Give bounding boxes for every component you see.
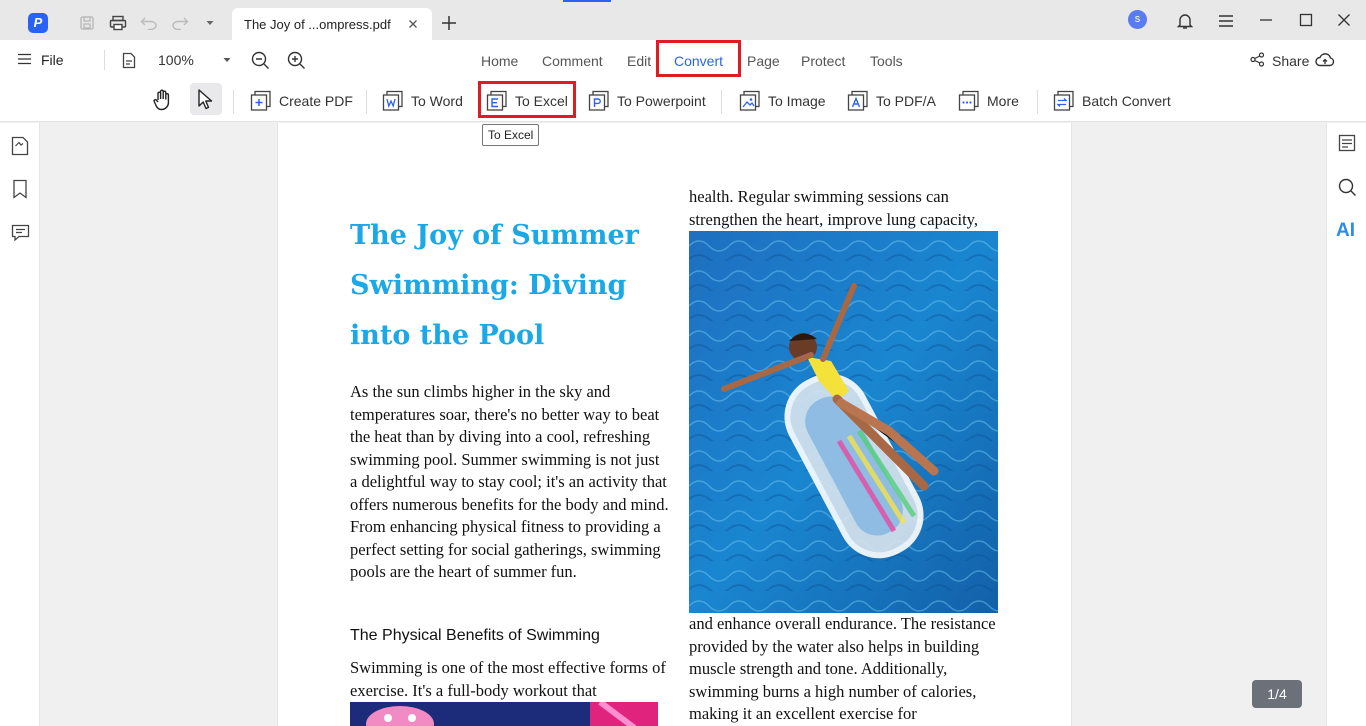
to-excel-highlight bbox=[478, 81, 576, 118]
section-heading: The Physical Benefits of Swimming bbox=[350, 627, 600, 644]
create-pdf-icon bbox=[250, 90, 272, 112]
to-image-button[interactable] bbox=[739, 87, 826, 115]
notification-bell-icon[interactable] bbox=[1174, 10, 1196, 32]
to-pdfa-button[interactable] bbox=[847, 87, 936, 115]
divider bbox=[1037, 90, 1038, 114]
to-pdfa-label: To PDF/A bbox=[876, 93, 936, 109]
zoom-out-icon[interactable] bbox=[249, 49, 271, 71]
tab-comment[interactable]: Comment bbox=[542, 53, 603, 69]
hamburger-menu-icon[interactable] bbox=[1215, 10, 1237, 32]
document-title: The Joy of Summer Swimming: Diving into the Pool bbox=[350, 220, 639, 351]
to-powerpoint-button[interactable] bbox=[588, 87, 706, 115]
more-label: More bbox=[987, 93, 1019, 109]
bookmark-panel-icon[interactable] bbox=[9, 178, 31, 200]
undo-icon[interactable] bbox=[138, 12, 160, 34]
tab-page[interactable]: Page bbox=[747, 53, 780, 69]
batch-convert-label: Batch Convert bbox=[1082, 93, 1171, 109]
properties-panel-icon[interactable] bbox=[1336, 132, 1358, 154]
convert-toolbar bbox=[0, 80, 1366, 122]
more-formats-icon bbox=[958, 90, 980, 112]
word-file-icon bbox=[382, 90, 404, 112]
tab-edit[interactable]: Edit bbox=[627, 53, 652, 69]
zoom-dropdown-icon[interactable] bbox=[216, 49, 238, 71]
batch-convert-button[interactable] bbox=[1053, 87, 1171, 115]
divider bbox=[104, 50, 105, 70]
to-excel-tooltip: To Excel bbox=[482, 124, 539, 146]
to-excel-label: To Excel bbox=[515, 93, 568, 109]
ai-assistant-icon[interactable]: AI bbox=[1336, 220, 1355, 241]
zoom-in-icon[interactable] bbox=[285, 49, 307, 71]
maximize-window-icon[interactable] bbox=[1295, 9, 1317, 31]
to-image-label: To Image bbox=[768, 93, 826, 109]
to-word-label: To Word bbox=[411, 93, 463, 109]
image-file-icon bbox=[739, 90, 761, 112]
window-accent-line bbox=[563, 0, 611, 2]
tab-tools[interactable]: Tools bbox=[870, 53, 903, 69]
share-label: Share bbox=[1272, 53, 1310, 69]
select-tool-button[interactable] bbox=[190, 83, 222, 115]
to-powerpoint-label: To Powerpoint bbox=[617, 93, 706, 109]
hand-tool-icon[interactable] bbox=[151, 88, 175, 112]
cloud-upload-icon[interactable] bbox=[1314, 49, 1336, 71]
search-icon[interactable] bbox=[1336, 176, 1358, 198]
tab-home[interactable]: Home bbox=[481, 53, 519, 69]
file-menu-label: File bbox=[41, 52, 64, 68]
tab-title: The Joy of ...ompress.pdf bbox=[244, 17, 391, 32]
create-pdf-button[interactable] bbox=[250, 87, 353, 115]
user-avatar[interactable]: s bbox=[1128, 10, 1147, 29]
close-window-icon[interactable] bbox=[1333, 9, 1355, 31]
redo-icon[interactable] bbox=[169, 12, 191, 34]
document-paragraph: health. Regular swimming sessions can strengthen the heart, improve lung capacity, bbox=[689, 187, 978, 229]
share-button[interactable] bbox=[1250, 52, 1309, 70]
divider bbox=[366, 90, 367, 114]
more-formats-button[interactable] bbox=[958, 87, 1019, 115]
tab-convert[interactable]: Convert bbox=[674, 53, 724, 69]
hamburger-icon bbox=[18, 52, 31, 68]
minimize-window-icon[interactable] bbox=[1255, 9, 1277, 31]
quick-access-dropdown-icon[interactable] bbox=[199, 12, 221, 34]
divider bbox=[721, 90, 722, 114]
zoom-level[interactable]: 100% bbox=[158, 52, 194, 68]
document-tab[interactable] bbox=[232, 8, 432, 40]
create-pdf-label: Create PDF bbox=[279, 93, 353, 109]
thumbnail-panel-icon[interactable] bbox=[9, 135, 31, 157]
left-sidebar bbox=[0, 123, 40, 726]
flamingo-float-photo bbox=[350, 702, 658, 726]
cursor-arrow-icon bbox=[197, 88, 215, 115]
batch-convert-icon bbox=[1053, 90, 1075, 112]
menu-bar bbox=[0, 40, 1366, 80]
close-tab-icon[interactable] bbox=[406, 17, 420, 31]
save-icon[interactable] bbox=[76, 12, 98, 34]
pdf-page bbox=[277, 123, 1072, 726]
file-menu[interactable] bbox=[18, 51, 64, 69]
convert-tab-highlight bbox=[656, 40, 741, 77]
comments-panel-icon[interactable] bbox=[9, 222, 31, 244]
document-paragraph: Swimming is one of the most effective forms of exercise. It's a full-body workout that bbox=[350, 658, 666, 700]
page-view-icon[interactable] bbox=[118, 49, 140, 71]
page-number-indicator[interactable]: 1/4 bbox=[1252, 680, 1302, 708]
app-logo-icon[interactable]: P bbox=[28, 13, 48, 33]
document-paragraph: As the sun climbs higher in the sky and temperatures soar, there's no better way to beat the heat than by diving into a cool, refreshing swimming pool. Summer swimming is not just a delightful way to stay cool; it's an activity that offers numerous benefits for the body and mind. From enhancing physical fitness to providing a perfect setting for social gatherings, swimming pools are the heart of summer fun. bbox=[350, 382, 669, 581]
to-word-button[interactable] bbox=[382, 87, 463, 115]
share-icon bbox=[1250, 52, 1265, 70]
pdfa-file-icon bbox=[847, 90, 869, 112]
powerpoint-file-icon bbox=[588, 90, 610, 112]
swimming-pool-photo bbox=[689, 231, 998, 613]
divider bbox=[233, 90, 234, 114]
right-sidebar bbox=[1326, 123, 1366, 726]
new-tab-plus-icon[interactable] bbox=[440, 14, 458, 32]
tab-protect[interactable]: Protect bbox=[801, 53, 846, 69]
print-icon[interactable] bbox=[107, 12, 129, 34]
title-bar bbox=[0, 0, 1366, 40]
document-paragraph: and enhance overall endurance. The resistance provided by the water also helps in building muscle strength and tone. Additionally, swimming burns a high number of calories, making it an excellent exercise for bbox=[689, 614, 996, 723]
